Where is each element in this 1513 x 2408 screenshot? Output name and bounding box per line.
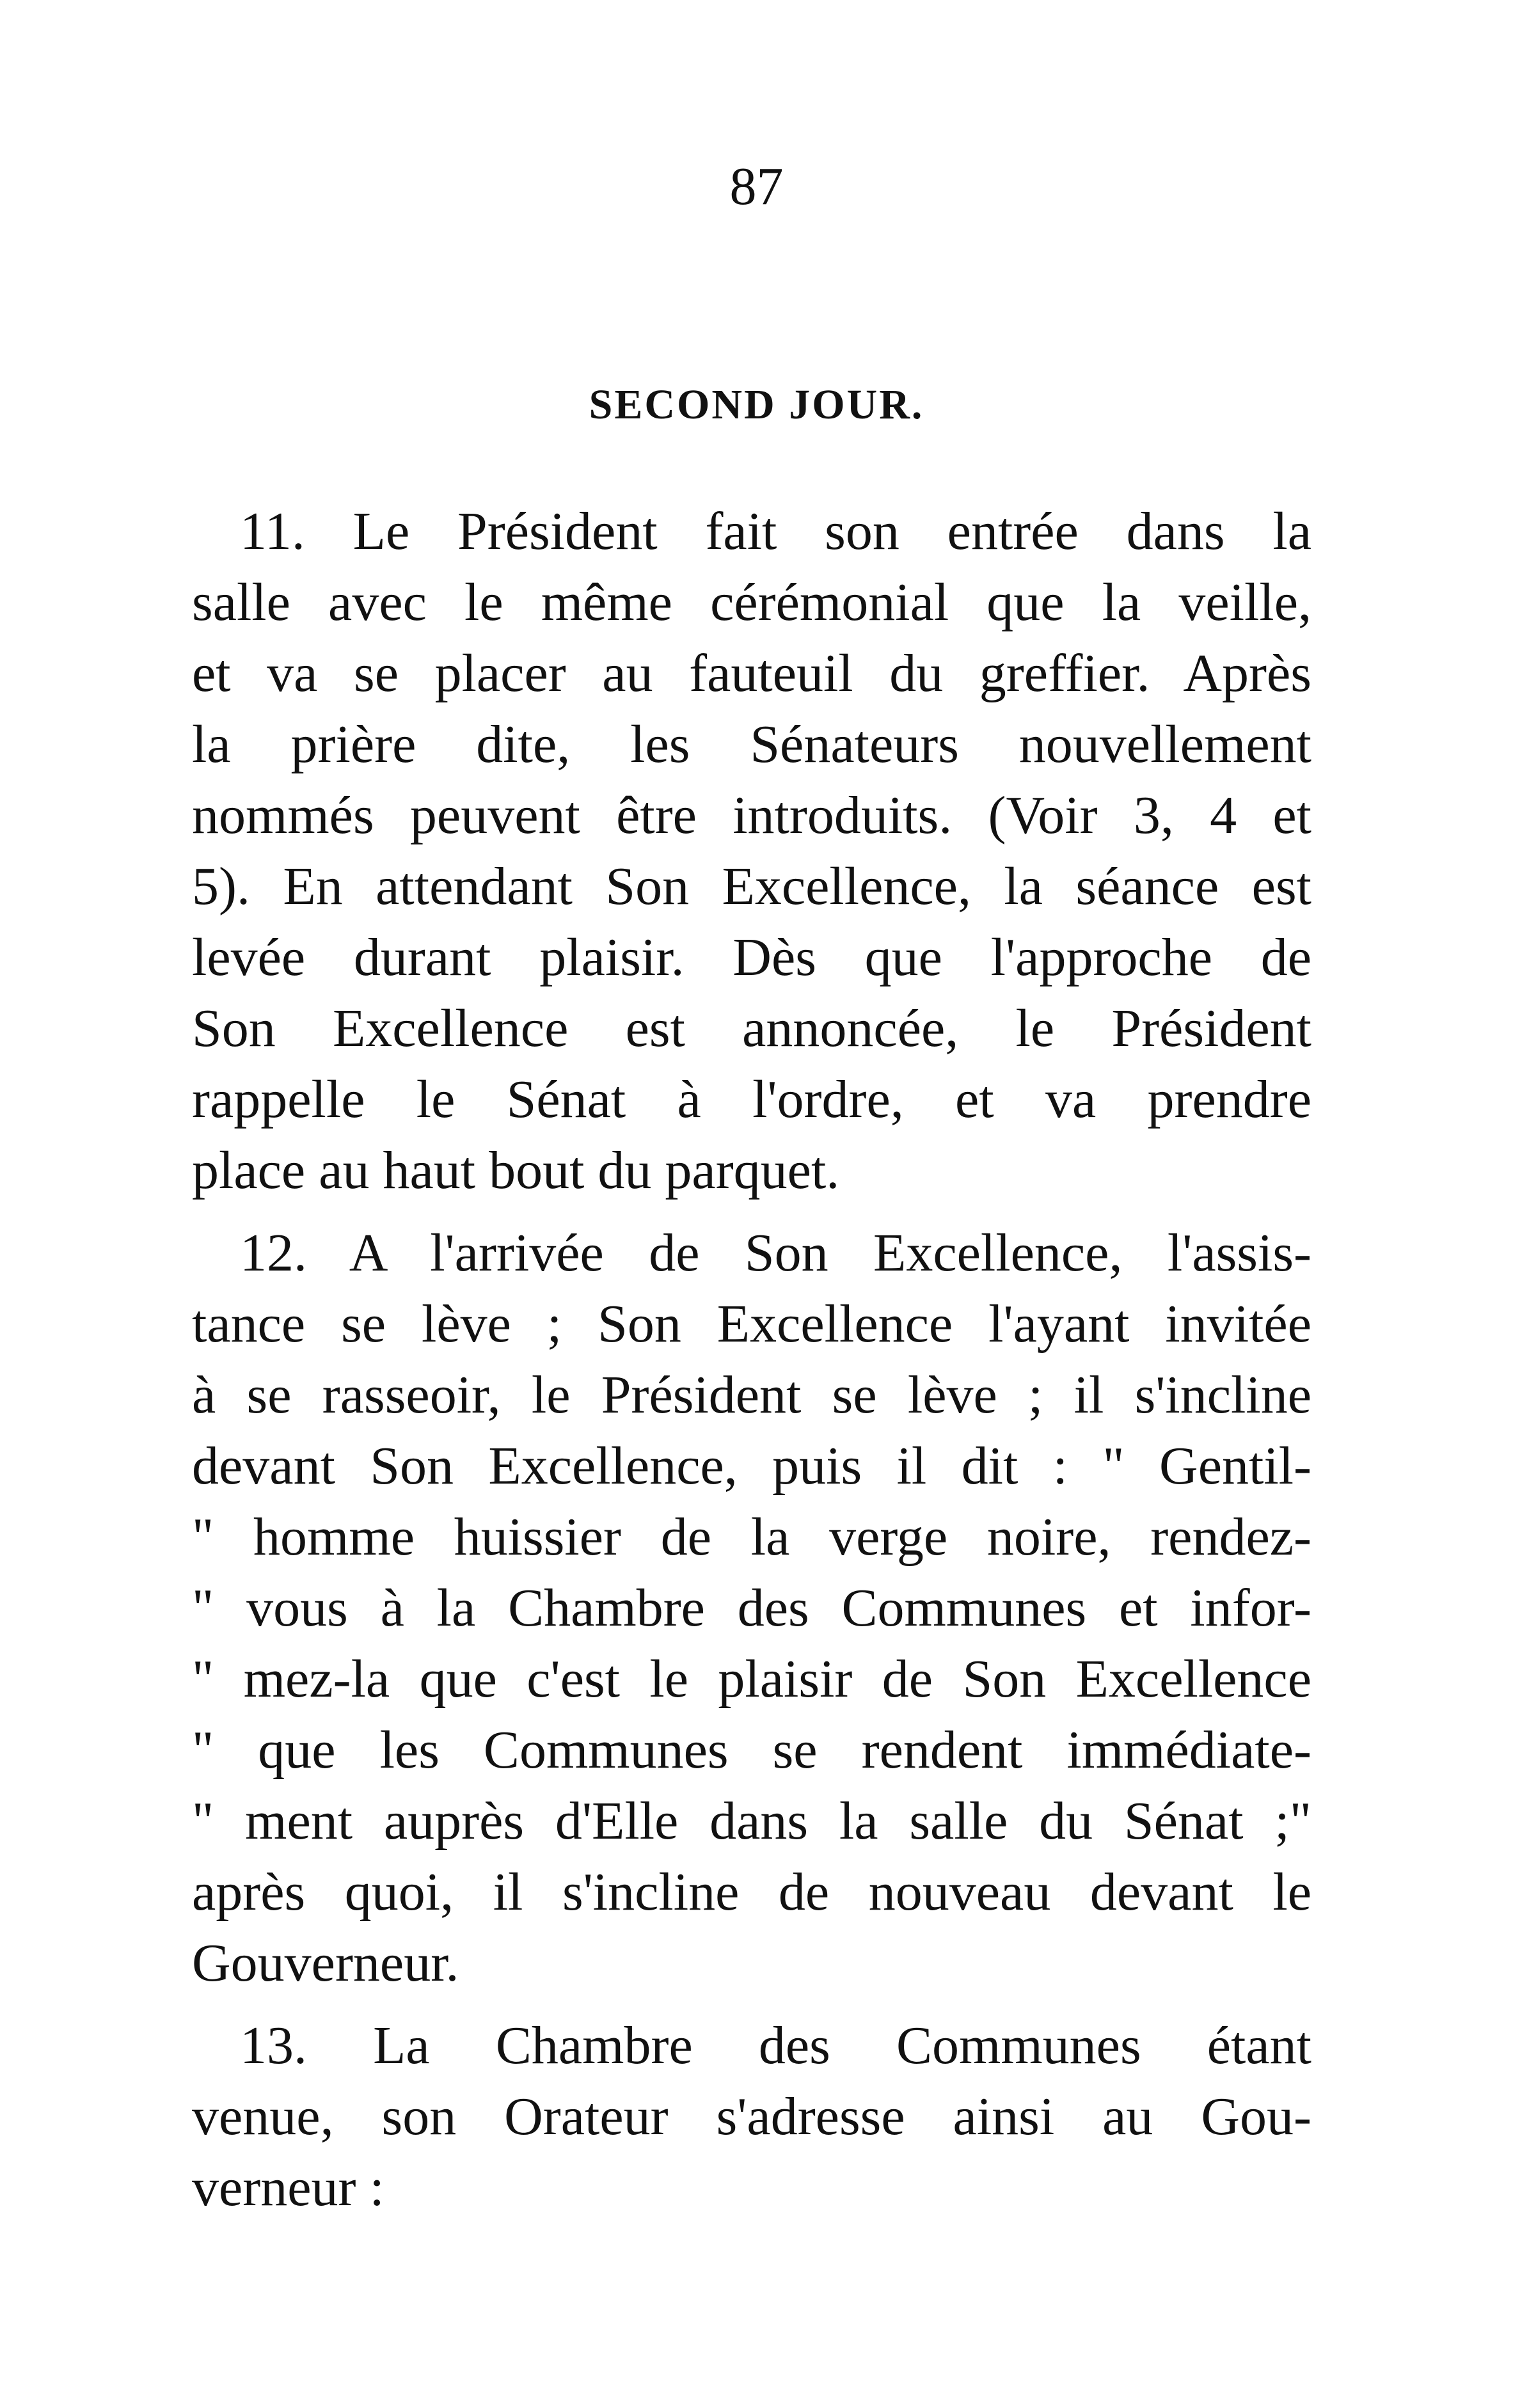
paragraph-11 [192,496,1311,1206]
text-line: " que les Communes se rendent immédiate- [192,1720,1311,1780]
text-line: 13. La Chambre des Communes étant [240,2016,1311,2075]
text-line: et va se placer au fauteuil du greffier. Après [192,644,1311,703]
text-line: " vous à la Chambre des Communes et infor- [192,1578,1311,1638]
text-line: nommés peuvent être introduits. (Voir 3, 4 et [192,786,1311,845]
section-heading: SECOND JOUR. [589,381,924,428]
text-line: salle avec le même cérémonial que la veille, [192,573,1311,632]
paragraph-12 [192,1217,1311,1999]
text-line: à se rasseoir, le Président se lève ; il s'incline [192,1365,1311,1425]
text-line: Gouverneur. [192,1933,459,1993]
text-line: 5). En attendant Son Excellence, la séance est [192,857,1311,916]
text-line: place au haut bout du parquet. [192,1141,840,1200]
text-line: " mez-la que c'est le plaisir de Son Excellence [192,1649,1311,1709]
text-line: " homme huissier de la verge noire, rendez- [192,1507,1311,1567]
page-number: 87 [729,157,784,216]
body-text [192,496,1311,2235]
text-line: 11. Le Président fait son entrée dans la [240,502,1311,561]
text-line: après quoi, il s'incline de nouveau devant le [192,1862,1311,1922]
text-line: la prière dite, les Sénateurs nouvellement [192,715,1311,774]
text-line: tance se lève ; Son Excellence l'ayant invitée [192,1294,1311,1354]
paragraph-13 [192,2010,1311,2223]
text-line: devant Son Excellence, puis il dit : " Gentil- [192,1436,1311,1496]
text-line: 12. A l'arrivée de Son Excellence, l'assis- [240,1223,1311,1283]
text-line: Son Excellence est annoncée, le Président [192,999,1311,1058]
text-line: levée durant plaisir. Dès que l'approche de [192,928,1311,987]
text-line: rappelle le Sénat à l'ordre, et va prendre [192,1070,1311,1129]
text-line: venue, son Orateur s'adresse ainsi au Gou- [192,2087,1311,2146]
text-line: verneur : [192,2158,384,2217]
text-line: " ment auprès d'Elle dans la salle du Sénat ;" [192,1791,1311,1851]
